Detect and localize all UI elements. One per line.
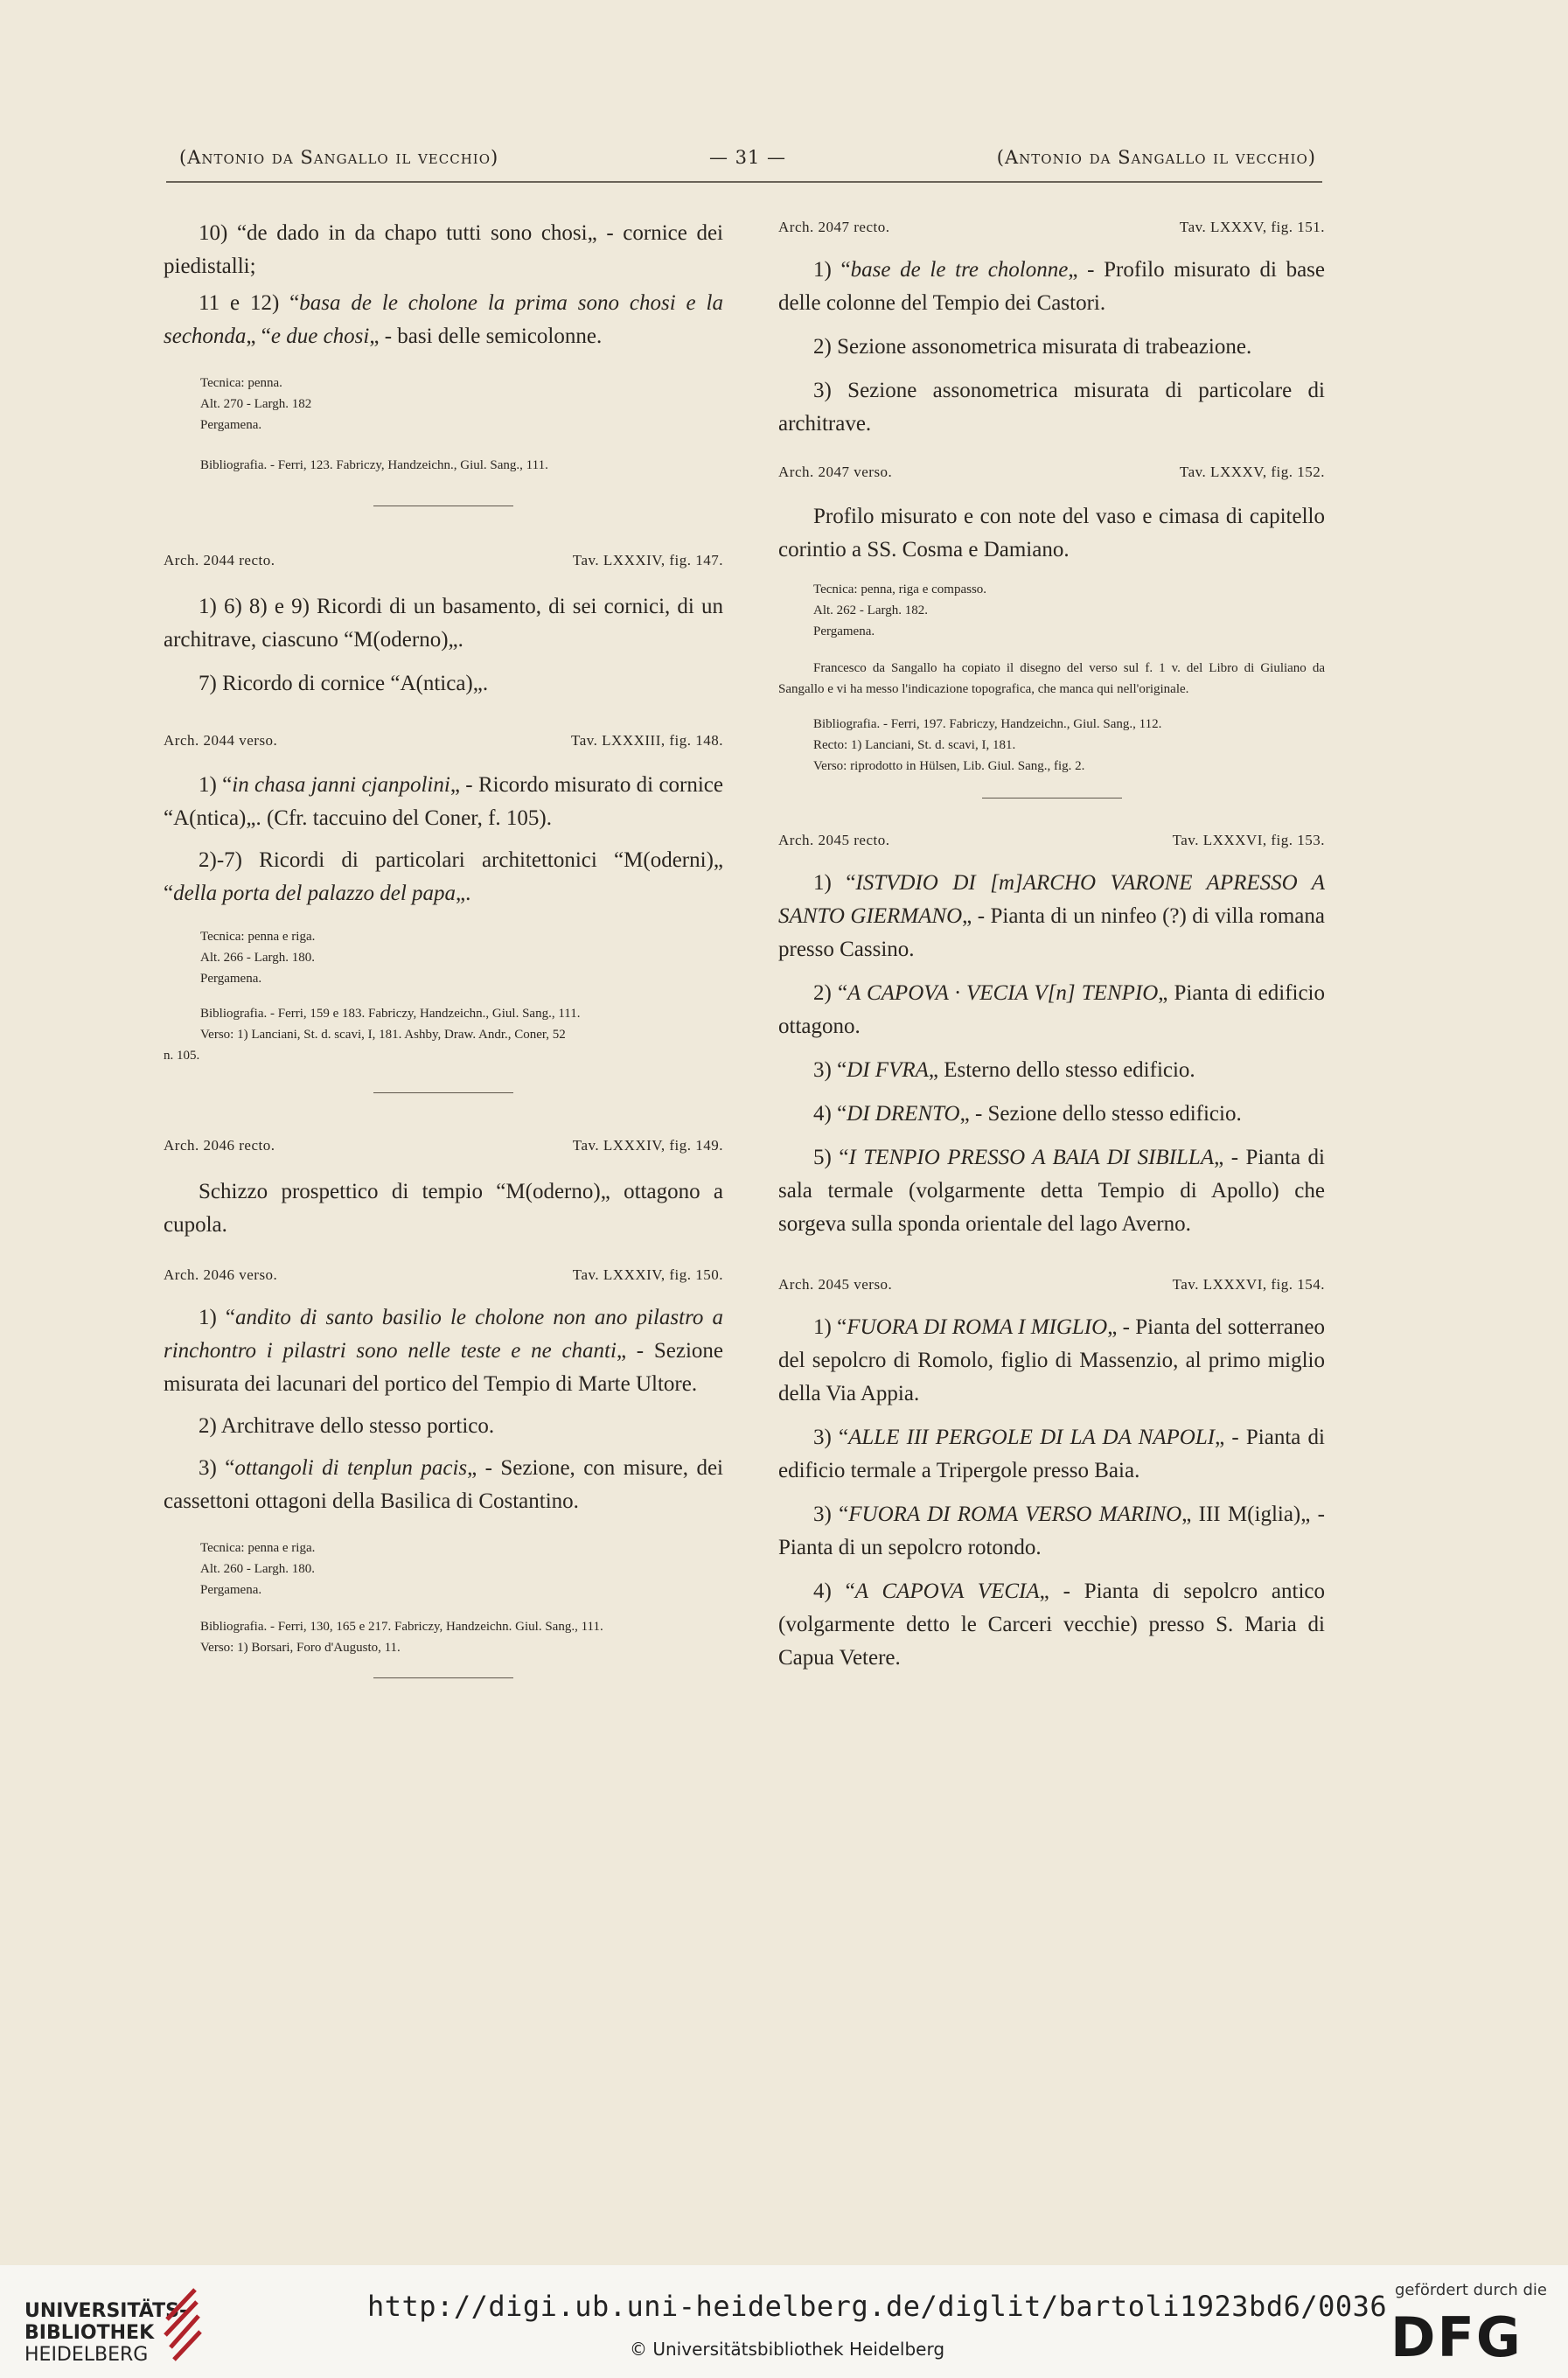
entry-text: 1) “ISTVDIO DI [m]ARCHO VARONE APRESSO A SANTO GIERMANO„ - Pianta di un ninfeo (?) di villa romana presso Cassino. xyxy=(778,871,1326,961)
technique-block: Tecnica: penna, riga e compasso. Alt. 262 - Largh. 182. Pergamena. xyxy=(813,582,987,638)
entry-text: 1) “in chasa janni cjanpolini„ - Ricordo misurato di cornice “A(ntica)„. (Cfr. taccuino del Coner, f. 105). xyxy=(164,773,724,830)
entry-text: 1) “andito di santo basilio le cholone non ano pilastro a rinchontro i pilastri sono nelle teste e ne chanti„ - Sezione misurata dei lacunari del portico del Tempio di Marte Ultore. xyxy=(164,1306,723,1396)
entry-text: 3) “DI FVRA„ Esterno dello stesso edificio. xyxy=(813,1058,1195,1082)
note: Francesco da Sangallo ha copiato il disegno del verso sul f. 1 v. del Libro di Giuliano da Sangallo e vi ha messo l'indicazione topografica, che manca qui nell'originale. xyxy=(778,661,1325,696)
entry-text: Schizzo prospettico di tempio “M(oderno)„ ottagono a cupola. xyxy=(164,1180,723,1237)
entry-text: 7) Ricordo di cornice “A(ntica)„. xyxy=(199,672,489,695)
entry-text: 10) “de dado in da chapo tutti sono chosi„ - cornice dei piedistalli; xyxy=(164,221,723,278)
entry-text: 4) “A CAPOVA VECIA„ - Pianta di sepolcro antico (volgarmente detto le Carceri vecchie) presso S. Maria di Capua Vetere. xyxy=(778,1580,1326,1670)
entry-text: 3) Sezione assonometrica misurata di particolare di architrave. xyxy=(778,379,1325,436)
catalog-heading: Arch. 2046 verso. Tav. LXXXIV, fig. 150. xyxy=(164,1266,723,1283)
entry-text: Profilo misurato e con note del vaso e cimasa di capitello corintio a SS. Cosma e Damiano. xyxy=(778,505,1325,561)
entry-text: 1) “base de le tre cholonne„ - Profilo misurato di base delle colonne del Tempio dei Castori. xyxy=(778,258,1325,315)
bibliography: Bibliografia. - Ferri, 123. Fabriczy, Handzeichn., Giul. Sang., 111. xyxy=(200,458,548,472)
viewer-footer xyxy=(0,2265,1568,2378)
right-column xyxy=(778,201,1325,1675)
catalog-heading: Arch. 2044 verso. Tav. LXXXIII, fig. 148. xyxy=(164,732,723,749)
entry-text: 1) 6) 8) e 9) Ricordi di un basamento, di sei cornici, di un architrave, ciascuno “M(oderno)„. xyxy=(164,595,723,652)
separator xyxy=(373,1677,513,1678)
technique-block: Tecnica: penna e riga. Alt. 260 - Largh. 180. Pergamena. xyxy=(200,1541,316,1597)
ub-logo-mark-icon xyxy=(162,2284,204,2363)
running-header xyxy=(179,147,1316,168)
catalog-heading: Arch. 2046 recto. Tav. LXXXIV, fig. 149. xyxy=(164,1137,723,1154)
dfg-logo[interactable]: DFG xyxy=(1390,2305,1523,2369)
ub-heidelberg-logo[interactable]: UNIVERSITÄTS- BIBLIOTHEK HEIDELBERG xyxy=(24,2300,188,2366)
entry-text: 4) “DI DRENTO„ - Sezione dello stesso edificio. xyxy=(813,1102,1242,1126)
funding-label: gefördert durch die xyxy=(1395,2281,1547,2299)
catalog-heading: Arch. 2045 recto. Tav. LXXXVI, fig. 153. xyxy=(778,832,1325,848)
entry-text: 1) “FUORA DI ROMA I MIGLIO„ - Pianta del sotterraneo del sepolcro di Romolo, figlio di Massenzio, al primo miglio della Via Appia. xyxy=(778,1315,1325,1405)
left-column xyxy=(164,201,723,1678)
technique-block: Tecnica: penna. Alt. 270 - Largh. 182 Pergamena. xyxy=(200,376,312,432)
entry-text: 3) “ottangoli di tenplun pacis„ - Sezione, con misure, dei cassettoni ottagoni della Basilica di Costantino. xyxy=(164,1456,723,1513)
entry-text: 2) Sezione assonometrica misurata di trabeazione. xyxy=(813,335,1252,359)
entry-text: 3) “ALLE III PERGOLE DI LA DA NAPOLI„ - Pianta di edificio termale a Tripergole presso Baia. xyxy=(778,1426,1326,1482)
catalog-heading: Arch. 2047 recto. Tav. LXXXV, fig. 151. xyxy=(778,219,1325,235)
page-number: — 31 — xyxy=(708,147,787,168)
bibliography: Bibliografia. - Ferri, 159 e 183. Fabriczy, Handzeichn., Giul. Sang., 111. Verso: 1) Lanciani, St. d. scavi, I, 181. Ashby, Draw. Andr., Coner, 52 n. 105. xyxy=(164,1007,581,1063)
entry-text: 11 e 12) “basa de le cholone la prima sono chosi e la sechonda„ “e due chosi„ - basi delle semicolonne. xyxy=(164,291,723,348)
bibliography: Bibliografia. - Ferri, 130, 165 e 217. Fabriczy, Handzeichn. Giul. Sang., 111. Verso: 1) Borsari, Foro d'Augusto, 11. xyxy=(200,1620,603,1655)
copyright-notice: © Universitätsbibliothek Heidelberg xyxy=(630,2339,945,2360)
separator xyxy=(373,1092,513,1093)
entry-text: 2)-7) Ricordi di particolari architettonici “M(oderni)„ “della porta del palazzo del papa„. xyxy=(164,848,723,905)
bibliography: Bibliografia. - Ferri, 197. Fabriczy, Handzeichn., Giul. Sang., 112. Recto: 1) Lanciani, St. d. scavi, I, 181. Verso: riprodotto in Hülsen, Lib. Giul. Sang., fig. 2. xyxy=(813,717,1162,773)
catalog-heading: Arch. 2044 recto. Tav. LXXXIV, fig. 147. xyxy=(164,552,723,568)
header-rule xyxy=(166,181,1322,183)
entry-text: 5) “I TENPIO PRESSO A BAIA DI SIBILLA„ - Pianta di sala termale (volgarmente detta Tempio di Apollo) che sorgeva sulla sponda orientale del lago Averno. xyxy=(778,1146,1326,1236)
entry-text: 3) “FUORA DI ROMA VERSO MARINO„ III M(iglia)„ - Pianta di un sepolcro rotondo. xyxy=(778,1503,1326,1559)
catalog-heading: Arch. 2047 verso. Tav. LXXXV, fig. 152. xyxy=(778,464,1325,480)
entry-text: 2) “A CAPOVA · VECIA V[n] TENPIO„ Pianta di edificio ottagono. xyxy=(778,981,1326,1038)
catalog-heading: Arch. 2045 verso. Tav. LXXXVI, fig. 154. xyxy=(778,1276,1325,1293)
entry-text: 2) Architrave dello stesso portico. xyxy=(199,1414,495,1438)
header-left: (Antonio da Sangallo il vecchio) xyxy=(179,147,499,168)
technique-block: Tecnica: penna e riga. Alt. 266 - Largh. 180. Pergamena. xyxy=(200,930,316,986)
permalink-url[interactable]: http://digi.ub.uni-heidelberg.de/diglit/bartoli1923bd6/0036 xyxy=(367,2290,1388,2323)
header-right: (Antonio da Sangallo il vecchio) xyxy=(996,147,1316,168)
